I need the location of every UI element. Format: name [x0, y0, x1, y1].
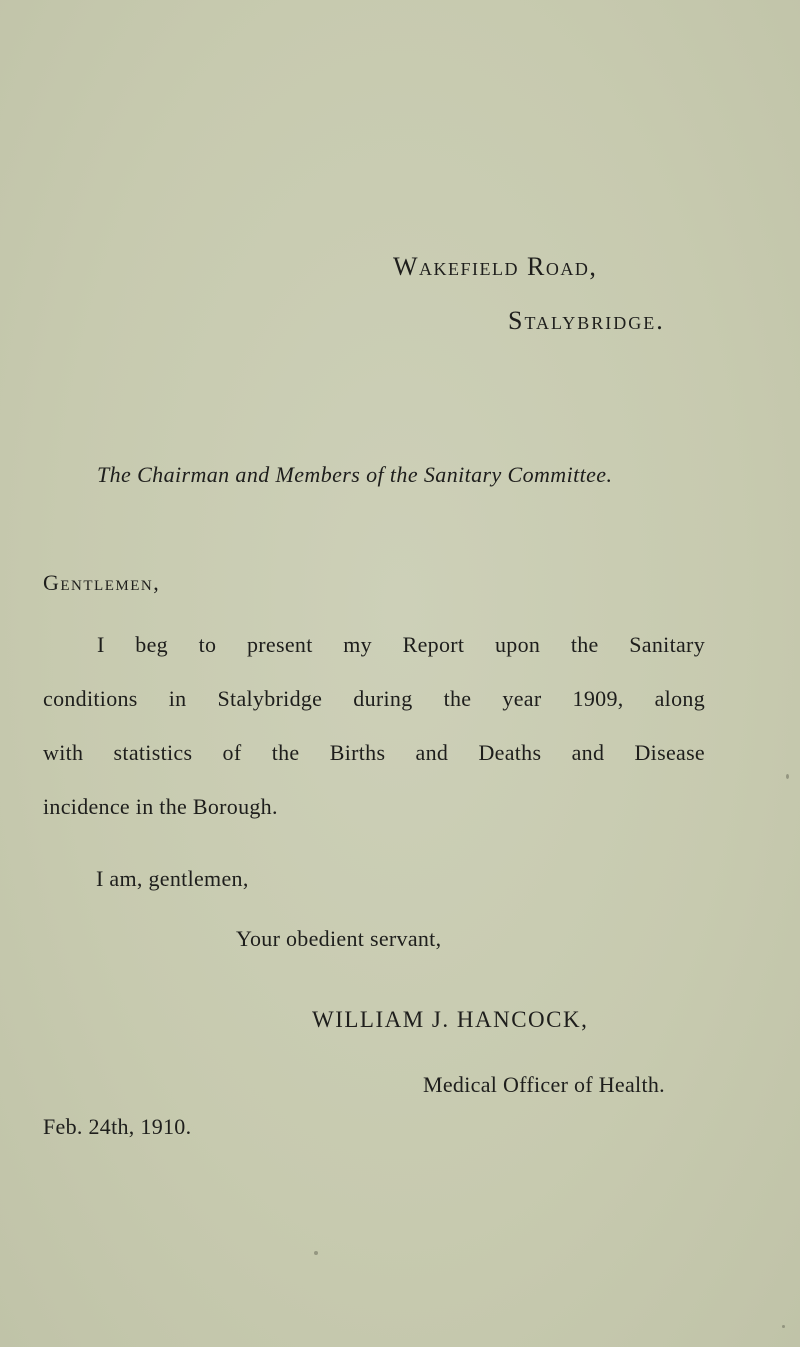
closing-greeting: I am, gentlemen,	[96, 866, 249, 891]
address-line-town: Stalybridge.	[508, 306, 665, 335]
paper-speck	[314, 1251, 318, 1255]
address-line-street: Wakefield Road,	[393, 252, 598, 281]
body-line: with statistics of the Births and Deaths and Disease	[43, 740, 705, 765]
paper-speck	[782, 1325, 785, 1328]
signature-title: Medical Officer of Health.	[423, 1072, 665, 1097]
closing-valediction: Your obedient servant,	[236, 926, 442, 951]
addressee-line: The Chairman and Members of the Sanitary Committee.	[97, 462, 613, 487]
paper-speck	[786, 774, 789, 779]
body-line: conditions in Stalybridge during the year 1909, along	[43, 686, 705, 711]
body-line: incidence in the Borough.	[43, 794, 278, 819]
letter-body-paragraph	[43, 618, 705, 834]
signature-name: WILLIAM J. HANCOCK,	[312, 1007, 589, 1032]
body-line: I beg to present my Report upon the Sanitary	[97, 632, 705, 657]
salutation: Gentlemen,	[43, 570, 161, 595]
letter-date: Feb. 24th, 1910.	[43, 1114, 192, 1139]
